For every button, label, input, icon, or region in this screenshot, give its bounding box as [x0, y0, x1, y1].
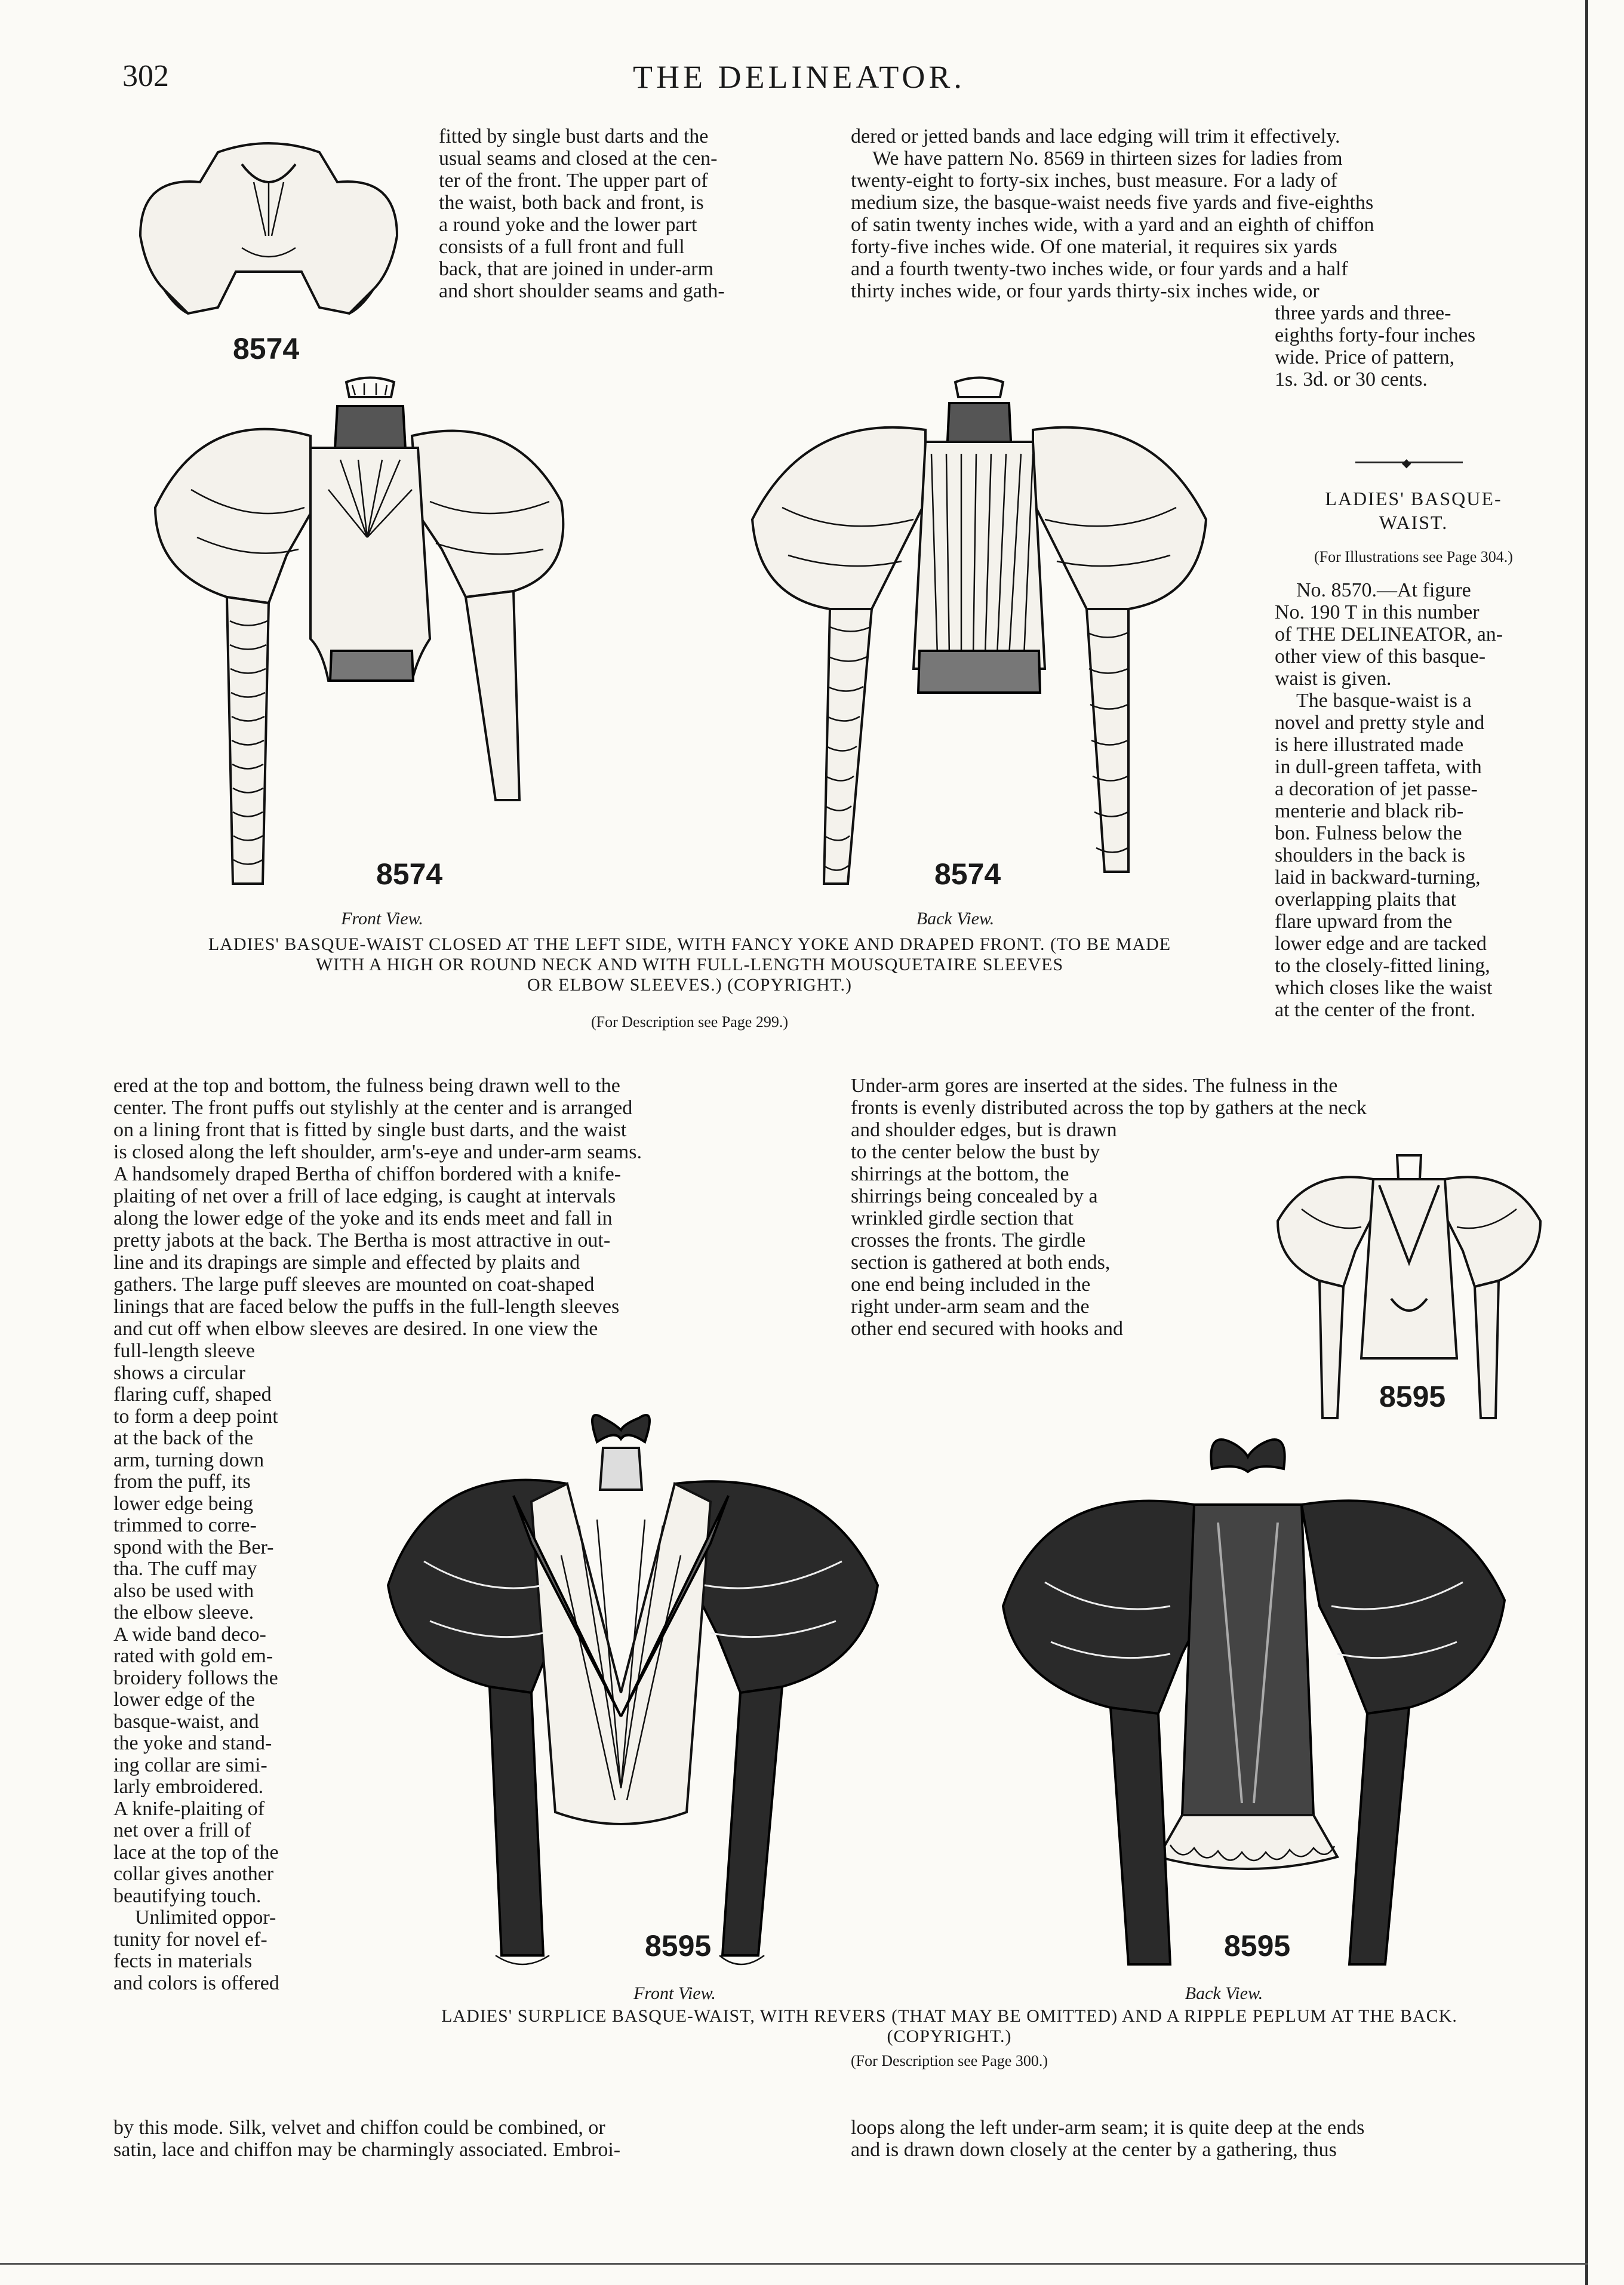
caption-line: (COPYRIGHT.) [887, 2026, 1012, 2046]
figure-number-small-8574: 8574 [233, 332, 300, 365]
page-edge-line [1585, 0, 1588, 2285]
text-line: beautifying touch. [113, 1884, 262, 1907]
text-line: trimmed to corre- [113, 1514, 257, 1536]
text-line: also be used with [113, 1579, 254, 1602]
figure-number-8595-back: 8595 [1224, 1929, 1291, 1963]
figure-caption-8595 [346, 2006, 1552, 2047]
text-column-top-middle [439, 125, 821, 302]
text-line: lower edge of the [113, 1689, 255, 1711]
text-column-right-narrow-b [1275, 579, 1552, 1021]
text-line: to the center below the bust by [851, 1141, 1100, 1163]
text-line: wrinkled girdle section that [851, 1207, 1074, 1229]
text-line: shows a circular [113, 1361, 245, 1384]
text-line: the waist, both back and front, is [439, 192, 704, 214]
bodice-illustration-8595-back [979, 1427, 1552, 1988]
text-line: and a fourth twenty-two inches wide, or four yards and a half [851, 258, 1348, 280]
text-line: overlapping plaits that [1275, 888, 1457, 911]
text-line: A handsomely draped Bertha of chiffon bordered with a knife- [113, 1163, 622, 1185]
text-line: dered or jetted bands and lace edging will trim it effectively. [851, 125, 1340, 147]
text-line: which closes like the waist [1275, 977, 1493, 999]
description-reference-8574: (For Description see Page 299.) [591, 1013, 788, 1031]
text-line: ter of the front. The upper part of [439, 170, 708, 192]
bodice-illustration-8595-front [352, 1406, 925, 1988]
text-line: shirrings being concealed by a [851, 1185, 1098, 1207]
text-column-middle-right-narrow [851, 1119, 1203, 1340]
text-line: shirrings at the bottom, the [851, 1163, 1069, 1185]
text-line: and shoulder edges, but is drawn [851, 1119, 1117, 1141]
text-line: linings that are faced below the puffs in the full-length sleeves [113, 1296, 620, 1318]
text-line: fronts is evenly distributed across the top by gathers at the neck [851, 1097, 1367, 1119]
text-line: other end secured with hooks and [851, 1318, 1124, 1340]
text-line: The basque-waist is a [1296, 690, 1472, 712]
text-line: is here illustrated made [1275, 734, 1464, 756]
text-line: thirty inches wide, or four yards thirty-six inches wide, or [851, 280, 1320, 302]
illustrations-reference: (For Illustrations see Page 304.) [1314, 548, 1513, 565]
text-bottom-left [113, 2117, 821, 2161]
text-line: a decoration of jet passe- [1275, 778, 1478, 800]
text-line: and cut off when elbow sleeves are desired. In one view the [113, 1318, 598, 1340]
figure-number-8574-front: 8574 [376, 857, 443, 891]
text-line: plaiting of net over a frill of lace edging, is caught at intervals [113, 1185, 616, 1207]
text-line: forty-five inches wide. Of one material, it requires six yards [851, 236, 1337, 258]
front-view-label-8574: Front View. [341, 909, 423, 928]
text-line: 1s. 3d. or 30 cents. [1275, 368, 1428, 390]
text-line: the elbow sleeve. [113, 1601, 254, 1623]
heading-line: WAIST. [1379, 512, 1448, 533]
bottom-edge-line [0, 2263, 1588, 2265]
text-line: menterie and black rib- [1275, 800, 1464, 822]
text-line: right under-arm seam and the [851, 1296, 1090, 1318]
text-line: line and its drapings are simple and effected by plaits and [113, 1251, 580, 1274]
text-line: spond with the Ber- [113, 1536, 274, 1558]
text-line: lace at the top of the [113, 1841, 279, 1863]
text-line: basque-waist, and [113, 1710, 259, 1733]
text-column-narrow-left [113, 1340, 328, 1994]
text-line: along the lower edge of the yoke and its ends meet and fall in [113, 1207, 613, 1229]
text-line: broidery follows the [113, 1666, 278, 1689]
caption-line: LADIES' BASQUE-WAIST CLOSED AT THE LEFT SIDE, WITH FANCY YOKE AND DRAPED FRONT. (TO BE MADE [208, 934, 1171, 954]
text-line: ing collar are simi- [113, 1754, 267, 1776]
page-title: THE DELINEATOR. [633, 59, 965, 95]
heading-line: LADIES' BASQUE- [1325, 488, 1502, 509]
article-heading [1275, 487, 1552, 534]
text-line: A knife-plaiting of [113, 1797, 265, 1820]
text-line: shoulders in the back is [1275, 844, 1466, 866]
text-line: pretty jabots at the back. The Bertha is most attractive in out- [113, 1229, 611, 1251]
text-line: to form a deep point [113, 1405, 278, 1428]
text-line: satin, lace and chiffon may be charmingly associated. Embroi- [113, 2139, 621, 2161]
text-line: gathers. The large puff sleeves are mounted on coat-shaped [113, 1274, 595, 1296]
text-line: full-length sleeve [113, 1340, 255, 1362]
text-line: at the back of the [113, 1427, 254, 1449]
text-line: arm, turning down [113, 1449, 264, 1471]
text-column-top-right [851, 125, 1552, 302]
text-line: No. 190 T in this number [1275, 601, 1480, 623]
figure-number-8595-front: 8595 [645, 1929, 712, 1963]
text-line: collar gives another [113, 1863, 274, 1885]
text-line: in dull-green taffeta, with [1275, 756, 1482, 778]
text-line: ered at the top and bottom, the fulness being drawn well to the [113, 1075, 620, 1097]
text-line: to the closely-fitted lining, [1275, 955, 1490, 977]
text-line: on a lining front that is fitted by single bust darts, and the waist [113, 1119, 627, 1141]
text-line: lower edge and are tacked [1275, 933, 1487, 955]
text-line: Under-arm gores are inserted at the sides. The fulness in the [851, 1075, 1338, 1097]
text-line: medium size, the basque-waist needs five yards and five-eighths [851, 192, 1374, 214]
text-line: No. 8570.—At figure [1296, 579, 1471, 601]
text-line: back, that are joined in under-arm [439, 258, 714, 280]
text-line: and is drawn down closely at the center by a gathering, thus [851, 2139, 1337, 2161]
text-line: the yoke and stand- [113, 1732, 272, 1754]
text-line: waist is given. [1275, 668, 1392, 690]
text-line: A wide band deco- [113, 1623, 266, 1646]
text-column-right-narrow-a [1275, 302, 1552, 390]
text-line: We have pattern No. 8569 in thirteen sizes for ladies from [872, 147, 1343, 170]
divider-ornament: ◆ [1402, 457, 1411, 470]
text-line: rated with gold em- [113, 1645, 273, 1667]
text-line: one end being included in the [851, 1274, 1091, 1296]
text-line: fitted by single bust darts and the [439, 125, 709, 147]
caption-line: WITH A HIGH OR ROUND NECK AND WITH FULL-LENGTH MOUSQUETAIRE SLEEVES [315, 955, 1064, 974]
text-line: larly embroidered. [113, 1776, 264, 1798]
text-bottom-right [851, 2117, 1552, 2161]
text-line: of satin twenty inches wide, with a yard and an eighth of chiffon [851, 214, 1374, 236]
text-line: and colors is offered [113, 1972, 279, 1994]
text-line: wide. Price of pattern, [1275, 346, 1455, 368]
text-line: is closed along the left shoulder, arm's-eye and under-arm seams. [113, 1141, 642, 1163]
text-line: at the center of the front. [1275, 999, 1476, 1021]
text-line: loops along the left under-arm seam; it is quite deep at the ends [851, 2117, 1365, 2139]
text-column-middle-right-wide [851, 1075, 1552, 1119]
text-line: tunity for novel ef- [113, 1928, 267, 1951]
figure-number-8574-back: 8574 [934, 857, 1001, 891]
bodice-illustration-8574-front [131, 370, 597, 896]
text-line: a round yoke and the lower part [439, 214, 697, 236]
text-line: from the puff, its [113, 1471, 251, 1493]
front-view-label-8595: Front View. [633, 1983, 716, 2003]
text-line: fects in materials [113, 1950, 253, 1972]
text-line: other view of this basque- [1275, 645, 1486, 668]
text-line: flare upward from the [1275, 911, 1453, 933]
figure-number-small-8595: 8595 [1379, 1380, 1446, 1413]
text-line: Unlimited oppor- [135, 1906, 276, 1929]
text-line: consists of a full front and full [439, 236, 685, 258]
text-line: section is gathered at both ends, [851, 1251, 1111, 1274]
text-line: bon. Fulness below the [1275, 822, 1462, 844]
text-line: of THE DELINEATOR, an- [1275, 623, 1503, 645]
text-column-middle-left [113, 1075, 821, 1340]
small-bodice-illustration-8574 [122, 128, 415, 349]
bodice-illustration-8574-back [710, 370, 1248, 896]
text-line: tha. The cuff may [113, 1558, 257, 1580]
text-line: novel and pretty style and [1275, 712, 1485, 734]
figure-caption-8574 [122, 934, 1257, 995]
back-view-label-8595: Back View. [1185, 1983, 1263, 2003]
page-number: 302 [122, 59, 169, 93]
text-line: flaring cuff, shaped [113, 1383, 272, 1406]
text-line: by this mode. Silk, velvet and chiffon could be combined, or [113, 2117, 605, 2139]
text-line: crosses the fronts. The girdle [851, 1229, 1086, 1251]
description-reference-8595: (For Description see Page 300.) [851, 2052, 1048, 2069]
text-line: net over a frill of [113, 1819, 251, 1841]
text-line: center. The front puffs out stylishly at the center and is arranged [113, 1097, 633, 1119]
text-line: twenty-eight to forty-six inches, bust measure. For a lady of [851, 170, 1337, 192]
text-line: usual seams and closed at the cen- [439, 147, 718, 170]
caption-line: LADIES' SURPLICE BASQUE-WAIST, WITH REVERS (THAT MAY BE OMITTED) AND A RIPPLE PEPLUM AT THE BACK. [441, 2006, 1457, 2026]
text-line: laid in backward-turning, [1275, 866, 1481, 888]
text-line: lower edge being [113, 1492, 254, 1515]
text-line: three yards and three- [1275, 302, 1451, 324]
text-line: eighths forty-four inches [1275, 324, 1476, 346]
back-view-label-8574: Back View. [916, 909, 995, 928]
caption-line: OR ELBOW SLEEVES.) (COPYRIGHT.) [527, 975, 853, 995]
text-line: and short shoulder seams and gath- [439, 280, 725, 302]
